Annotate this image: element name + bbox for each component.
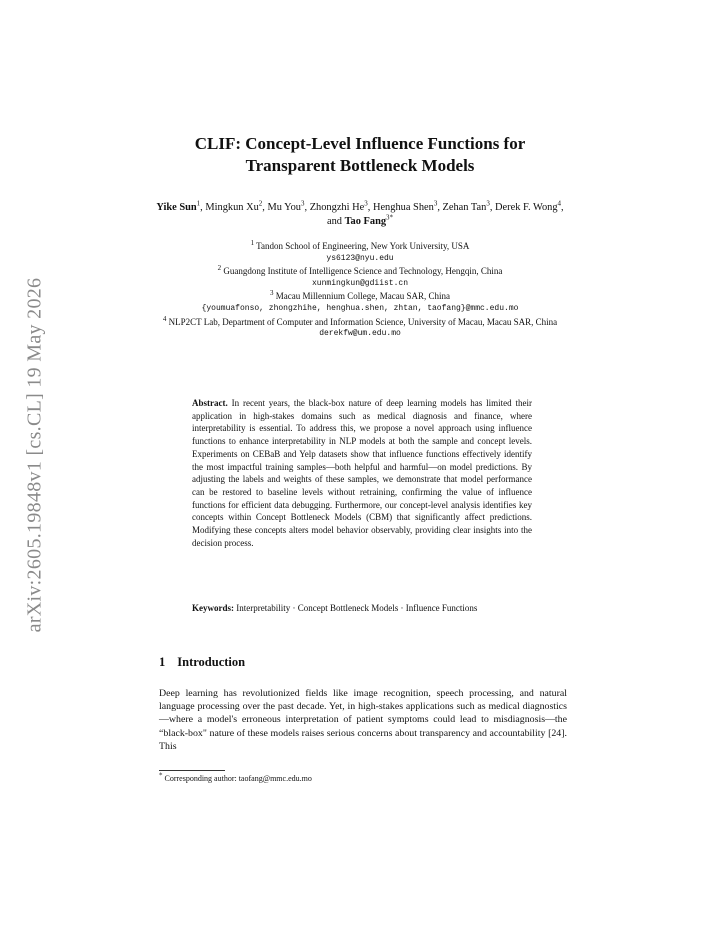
abstract-label: Abstract. (192, 398, 228, 408)
abstract-block (192, 397, 532, 549)
keywords-text: Interpretability · Concept Bottleneck Models · Influence Functions (236, 603, 478, 613)
author-name: Derek F. Wong (495, 202, 558, 213)
author-name: Mu You (267, 202, 301, 213)
author-affiliation-mark: 4 (557, 199, 562, 208)
affiliation-name: Macau Millennium College, Macau SAR, China (273, 291, 450, 302)
author-affiliation-mark: 3 (486, 199, 490, 208)
author-affiliation-mark: 3 (433, 199, 438, 208)
author (309, 199, 368, 213)
keywords-label: Keywords: (192, 603, 234, 613)
author-list: Yike Sun$^1$, Mingkun Xu$^2$, Mu You$^3$, Zhongzhi He$^3$, Henghua Shen$^3$, Zehan Tan$^3$, Derek F. Wong$^4$, and Tao Fang$^{3*}$ (156, 199, 564, 227)
author-affiliation-mark: 3 (300, 199, 305, 208)
section-heading-introduction (159, 655, 245, 670)
affiliation-name: Tandon School of Engineering, New York University, USA (254, 241, 470, 251)
affiliation-email: ys6123@nyu.edu (326, 253, 394, 263)
footnote-mark: * (159, 771, 163, 780)
author (156, 199, 201, 213)
footnote (159, 773, 312, 784)
paper-title: CLIF: Concept-Level Influence Functions for Transparent Bottleneck Models (194, 134, 526, 175)
footnote-text: Corresponding author: taofang@mmc.edu.mo (164, 774, 312, 783)
affiliation-mark: 1 (250, 239, 255, 247)
author-name: Zehan Tan (442, 202, 487, 213)
affiliation-email: derekfw@um.edu.mo (319, 329, 401, 339)
affiliation-mark: 4 (162, 314, 167, 323)
author (372, 199, 438, 213)
author (495, 199, 562, 213)
section-number: 1 (159, 655, 166, 669)
author-affiliation-mark: 2 (258, 199, 263, 208)
author-name: Henghua Shen (372, 202, 434, 213)
affiliation (150, 240, 570, 253)
affiliation-mark: 3 (270, 289, 274, 298)
author (205, 199, 263, 213)
author (344, 213, 394, 227)
affiliation-name: Guangdong Institute of Intelligence Science and Technology, Hengqin, China (221, 266, 503, 277)
arxiv-identifier-text: arXiv:2605.19848v1 [cs.CL] 19 May 2026 (23, 277, 46, 633)
footnote-rule (159, 770, 225, 771)
author-affiliation-mark: 3 (364, 199, 368, 208)
author-affiliation-mark: 1 (196, 199, 201, 208)
introduction-paragraph: Deep learning has revolutionized fields like image recognition, speech processing, and natural language processing over the past decade. Yet, in high-stakes applications such as medical diagnostics—where a model's erroneous interpretation of patient symptoms could lead to misdiagnosis—the “black-box" nature of these models raises serious concerns about transparency and accountability [24]. This (159, 688, 567, 752)
author-name: Yike Sun (156, 202, 197, 213)
author-name: Mingkun Xu (205, 202, 259, 213)
author (442, 199, 490, 213)
affiliation (150, 265, 570, 278)
author-name: Tao Fang (344, 216, 387, 227)
section-title: Introduction (177, 655, 246, 669)
affiliation (150, 290, 570, 303)
affiliation-name: NLP2CT Lab, Department of Computer and Information Science, University of Macau, Macau SAR, China (166, 316, 558, 327)
arxiv-identifier-stamp (20, 255, 50, 655)
affiliation-email: xunmingkun@gdiist.cn (311, 278, 408, 288)
abstract-text: In recent years, the black-box nature of deep learning models has limited their application in high-stakes domains such as medical diagnosis and finance, where interpretability is essential. To address this, we propose a novel approach using influence functions to enhance interpretability in NLP models at both the sample and concept levels. Experiments on CEBaB and Yelp datasets show that influence functions effectively identify the most impactful training samples—both helpful and harmful—on model predictions. By adjusting the labels and weights of these samples, we demonstrate that model performance can be restored to baseline levels without retraining, confirming the value of influence functions for efficient data debugging. Furthermore, our concept-level analysis identifies key concepts within Concept Bottleneck Models (CBM) that significantly affect predictions. Modifying these concepts alters model behavior observably, providing clear insights into the decision process. (192, 398, 532, 548)
affiliation (150, 316, 570, 329)
affiliation-list (150, 240, 570, 341)
author (267, 199, 305, 213)
affiliation-mark: 2 (217, 264, 222, 273)
affiliation-email: {youmuafonso, zhongzhihe, henghua.shen, zhtan, taofang}@mmc.edu.mo (201, 303, 519, 313)
author-name: Zhongzhi He (309, 202, 365, 213)
author-affiliation-mark: 3* (386, 213, 394, 222)
keywords-block (192, 602, 532, 615)
